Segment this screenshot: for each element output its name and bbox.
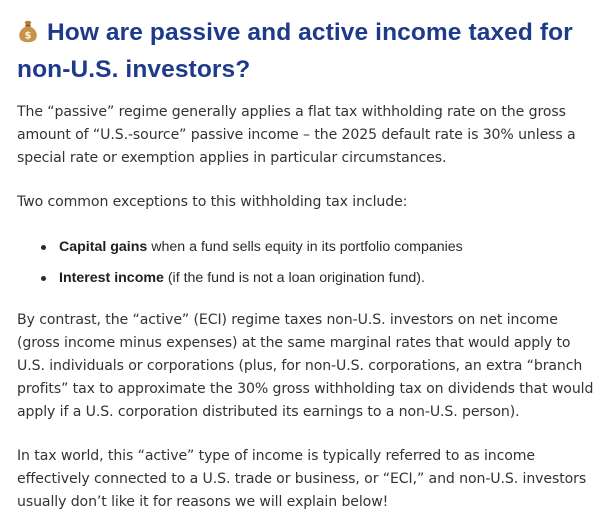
exceptions-list bbox=[17, 238, 597, 287]
article bbox=[17, 14, 597, 514]
list-item-term: Interest income bbox=[59, 270, 164, 286]
tax-world-paragraph: In tax world, this “active” type of income is typically referred to as income effectively connected to a U.S. trade or business, or “ECI,” and non-U.S. investors usually don’t like it for reasons we will explain below! bbox=[17, 448, 587, 510]
list-item-detail: (if the fund is not a loan origination fund). bbox=[163, 270, 425, 286]
contrast-paragraph: By contrast, the “active” (ECI) regime taxes non-U.S. investors on net income (gross income minus expenses) at the same marginal rates that would apply to U.S. individuals or corporations (plus, for non-U.S. corporations, an extra “branch profits” tax to approximate the 30% gross withholding tax on dividends that would apply if a U.S. corporation distributed its earnings to a non-U.S. person). bbox=[17, 312, 594, 420]
list-item bbox=[41, 238, 597, 256]
bullet-icon bbox=[41, 276, 46, 281]
section-heading bbox=[17, 14, 597, 88]
list-item-detail: when a fund sells equity in its portfolio companies bbox=[147, 239, 463, 255]
svg-text:$: $ bbox=[24, 30, 32, 42]
bullet-icon bbox=[41, 245, 46, 250]
heading-text: How are passive and active income taxed for non-U.S. investors? bbox=[17, 19, 573, 83]
intro-paragraph: The “passive” regime generally applies a flat tax withholding rate on the gross amount of “U.S.-source” passive income – the 2025 default rate is 30% unless a special rate or exemption applies in particular circumstances. bbox=[17, 104, 576, 166]
money-bag-icon bbox=[17, 19, 39, 43]
list-item-term: Capital gains bbox=[59, 239, 148, 255]
exceptions-intro-paragraph: Two common exceptions to this withholding tax include: bbox=[17, 194, 408, 210]
list-item bbox=[41, 269, 597, 287]
